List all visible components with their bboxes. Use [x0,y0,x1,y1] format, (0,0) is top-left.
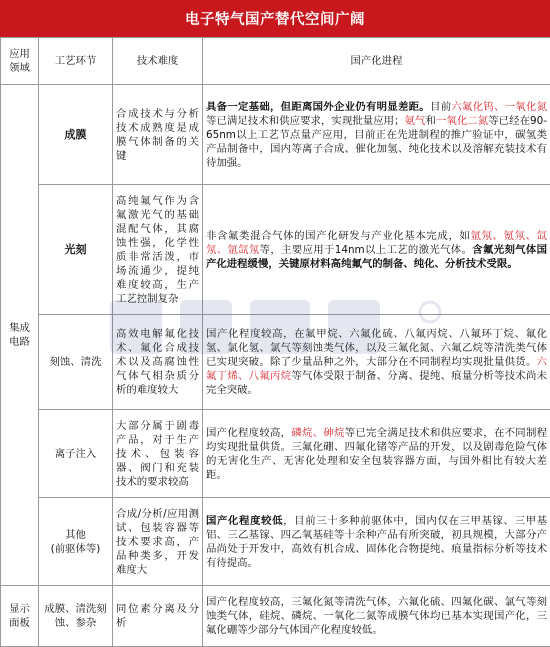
header-progress: 国产化进程 [203,38,550,85]
table-row [1,85,550,185]
progress-cell: 具备一定基础，但距离国外企业仍有明显差距。目前六氟化钨、一氧化氮等已满足技术和供应要求，实现批量应用；氨气和一氧化二氮等已经在90-65nm以上工艺节点量产应用，目前正在先进制程的推广验证中，碳氢类产品制备中，国内等离子合成、催化加氢、纯化技术以及溶解充装技术有待加强。 [203,85,550,185]
table-row [1,498,550,586]
process-cell: 成膜 [39,85,113,185]
domain-display: 显示面板 [1,586,39,647]
progress-cell: 国产化程度较高，三氟化氮等清洗气体，六氟化硫、四氟化碳、氯气等刻蚀类气体，硅烷、磷烷、一氧化二氮等成膜气体均已基本实现国产化，三氟化硼等少部分气体国产化程度较低。 [203,586,550,647]
process-cell: 刻蚀、清洗 [39,315,113,410]
difficulty-cell: 大部分属于剧毒产品，对于生产技术、包装容器、阀门和充装技术的要求较高 [113,410,203,498]
process-cell: 其他 (前驱体等) [39,498,113,586]
header-difficulty: 技术难度 [113,38,203,85]
progress-cell: 非含氟类混合气体的国产化研发与产业化基本完成，如氩氖、氪氖、氙氖、氩氙氖等，主要应用于14nm以上工艺的激光气体。含氟光刻气体国产化进程缓慢，关键原材料高纯氟气的制备、纯化、分析技术受限。 [203,185,550,315]
table-row [1,410,550,498]
table-row [1,315,550,410]
progress-cell: 国产化程度较低，目前三十多种前驱体中，国内仅在三甲基镓、三甲基铝、三乙基镓、四乙氧基硅等十余种产品有所突破，初具规模，大部分产品尚处于开发中，高效有机合成、固体化合物提纯、痕量指标分析等技术有待提高。 [203,498,550,586]
difficulty-cell: 合成技术与分析技术成熟度是成膜气体制备的关键 [113,85,203,185]
table-header-row [1,38,550,85]
table-row [1,185,550,315]
difficulty-cell: 高效电解氟化技术、氟化合成技术以及高腐蚀性气体气相杂质分析的难度较大 [113,315,203,410]
difficulty-cell: 合成/分析/应用测试、包装容器等技术要求高，产品种类多，开发难度大 [113,498,203,586]
header-domain: 应用领域 [1,38,39,85]
progress-cell: 国产化程度较高，在氟甲烷、六氟化硫、八氟丙烷、八氟环丁烷、氟化氢、氯化氢、氯气等刻蚀类气体，以及三氟化氮、六氟乙烷等清洗类气体已实现突破。除了少量品种之外，大部分在不同制程均实现批量供货。六氟丁烯、八氟丙烷等气体受限于制备、分离、提纯、痕量分析等技术尚未完全突破。 [203,315,550,410]
process-cell: 光刻 [39,185,113,315]
domain-ic: 集成电路 [1,85,39,586]
page-title: 电子特气国产替代空间广阔 [0,0,550,37]
progress-cell: 国产化程度较高，磷烷、砷烷等已完全满足技术和供应要求，在不同制程均实现批量供货。三氟化硼、四氟化锗等产品的开发，以及剧毒危险气体的无害化生产、无害化处理和安全包装容器方面，与国外相比有较大差距。 [203,410,550,498]
header-process: 工艺环节 [39,38,113,85]
table-row [1,586,550,647]
difficulty-cell: 高纯氟气作为含氟激光气的基础混配气体，其腐蚀性强，化学性质非常活泼，市场流通少，提纯难度较高，生产工艺控制复杂 [113,185,203,315]
process-cell: 成膜、清洗刻蚀、参杂 [39,586,113,647]
localization-table [0,37,550,647]
difficulty-cell: 同位素分离及分析 [113,586,203,647]
process-cell: 离子注入 [39,410,113,498]
